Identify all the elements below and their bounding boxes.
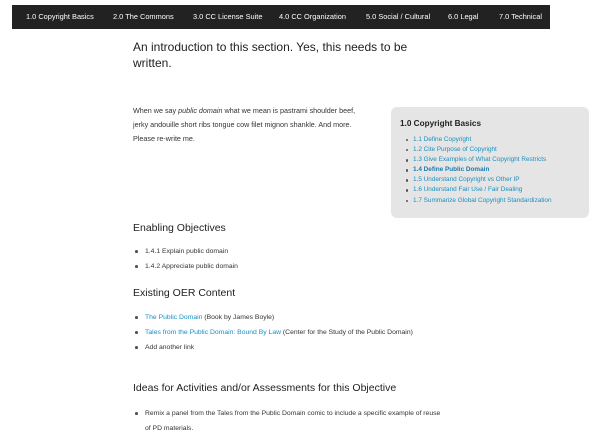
top-navigation bbox=[12, 5, 550, 29]
nav-item-legal[interactable]: 6.0 Legal bbox=[448, 12, 479, 21]
toc-item-global-standardization[interactable]: 1.7 Summarize Global Copyright Standardization bbox=[413, 196, 552, 206]
list-item: 1.4.1 Explain public domain bbox=[145, 244, 445, 259]
toc-item-copyright-restricts[interactable]: 1.3 Give Examples of What Copyright Restricts bbox=[413, 155, 552, 165]
enabling-objectives-list bbox=[145, 244, 445, 274]
nav-item-the-commons[interactable]: 2.0 The Commons bbox=[113, 12, 174, 21]
toc-item-define-copyright[interactable]: 1.1 Define Copyright bbox=[413, 135, 552, 145]
nav-item-copyright-basics[interactable]: 1.0 Copyright Basics bbox=[26, 12, 94, 21]
nav-item-cc-organization[interactable]: 4.0 CC Organization bbox=[279, 12, 346, 21]
toc-title[interactable]: 1.0 Copyright Basics bbox=[400, 119, 481, 128]
nav-item-technical[interactable]: 7.0 Technical bbox=[499, 12, 543, 21]
list-item bbox=[145, 310, 445, 325]
existing-oer-heading: Existing OER Content bbox=[133, 287, 236, 299]
list-item bbox=[145, 325, 445, 340]
intro-text: An introduction to this section. Yes, this needs to be written. bbox=[133, 40, 408, 70]
list-item-text: (Book by James Boyle) bbox=[202, 314, 275, 321]
list-item: Remix a panel from the Tales from the Public Domain comic to include a specific example of reuse of PD materials. bbox=[145, 406, 445, 436]
existing-oer-list bbox=[145, 310, 445, 355]
paragraph-prefix: When we say bbox=[133, 106, 179, 115]
nav-item-social-cultural[interactable]: 5.0 Social / Cultural bbox=[366, 12, 431, 21]
toc-item-define-public-domain[interactable]: 1.4 Define Public Domain bbox=[413, 165, 552, 175]
table-of-contents bbox=[391, 107, 589, 218]
list-item: 1.4.2 Appreciate public domain bbox=[145, 259, 445, 274]
link-tales-from-public-domain[interactable]: Tales from the Public Domain: Bound By Law bbox=[145, 329, 282, 336]
toc-item-purpose-of-copyright[interactable]: 1.2 Cite Purpose of Copyright bbox=[413, 145, 552, 155]
link-public-domain-book[interactable]: The Public Domain bbox=[145, 314, 203, 321]
paragraph-emphasis: public domain bbox=[178, 106, 223, 115]
list-item: Add another link bbox=[145, 340, 445, 355]
paragraph-suffix: what we mean is pastrami shoulder beef, jerky andouille short ribs tongue cow filet mignon shankle. And more. Please re-write me. bbox=[133, 106, 356, 143]
toc-item-copyright-vs-ip[interactable]: 1.5 Understand Copyright vs Other IP bbox=[413, 175, 552, 185]
toc-item-fair-use[interactable]: 1.6 Understand Fair Use / Fair Dealing bbox=[413, 185, 552, 195]
enabling-objectives-heading: Enabling Objectives bbox=[133, 222, 226, 234]
ideas-list bbox=[145, 406, 445, 436]
toc-list bbox=[413, 135, 552, 206]
list-item-text: (Center for the Study of the Public Domain) bbox=[281, 329, 413, 336]
nav-item-cc-license-suite[interactable]: 3.0 CC License Suite bbox=[193, 12, 263, 21]
ideas-heading: Ideas for Activities and/or Assessments for this Objective bbox=[133, 382, 397, 394]
definition-paragraph bbox=[133, 104, 361, 146]
